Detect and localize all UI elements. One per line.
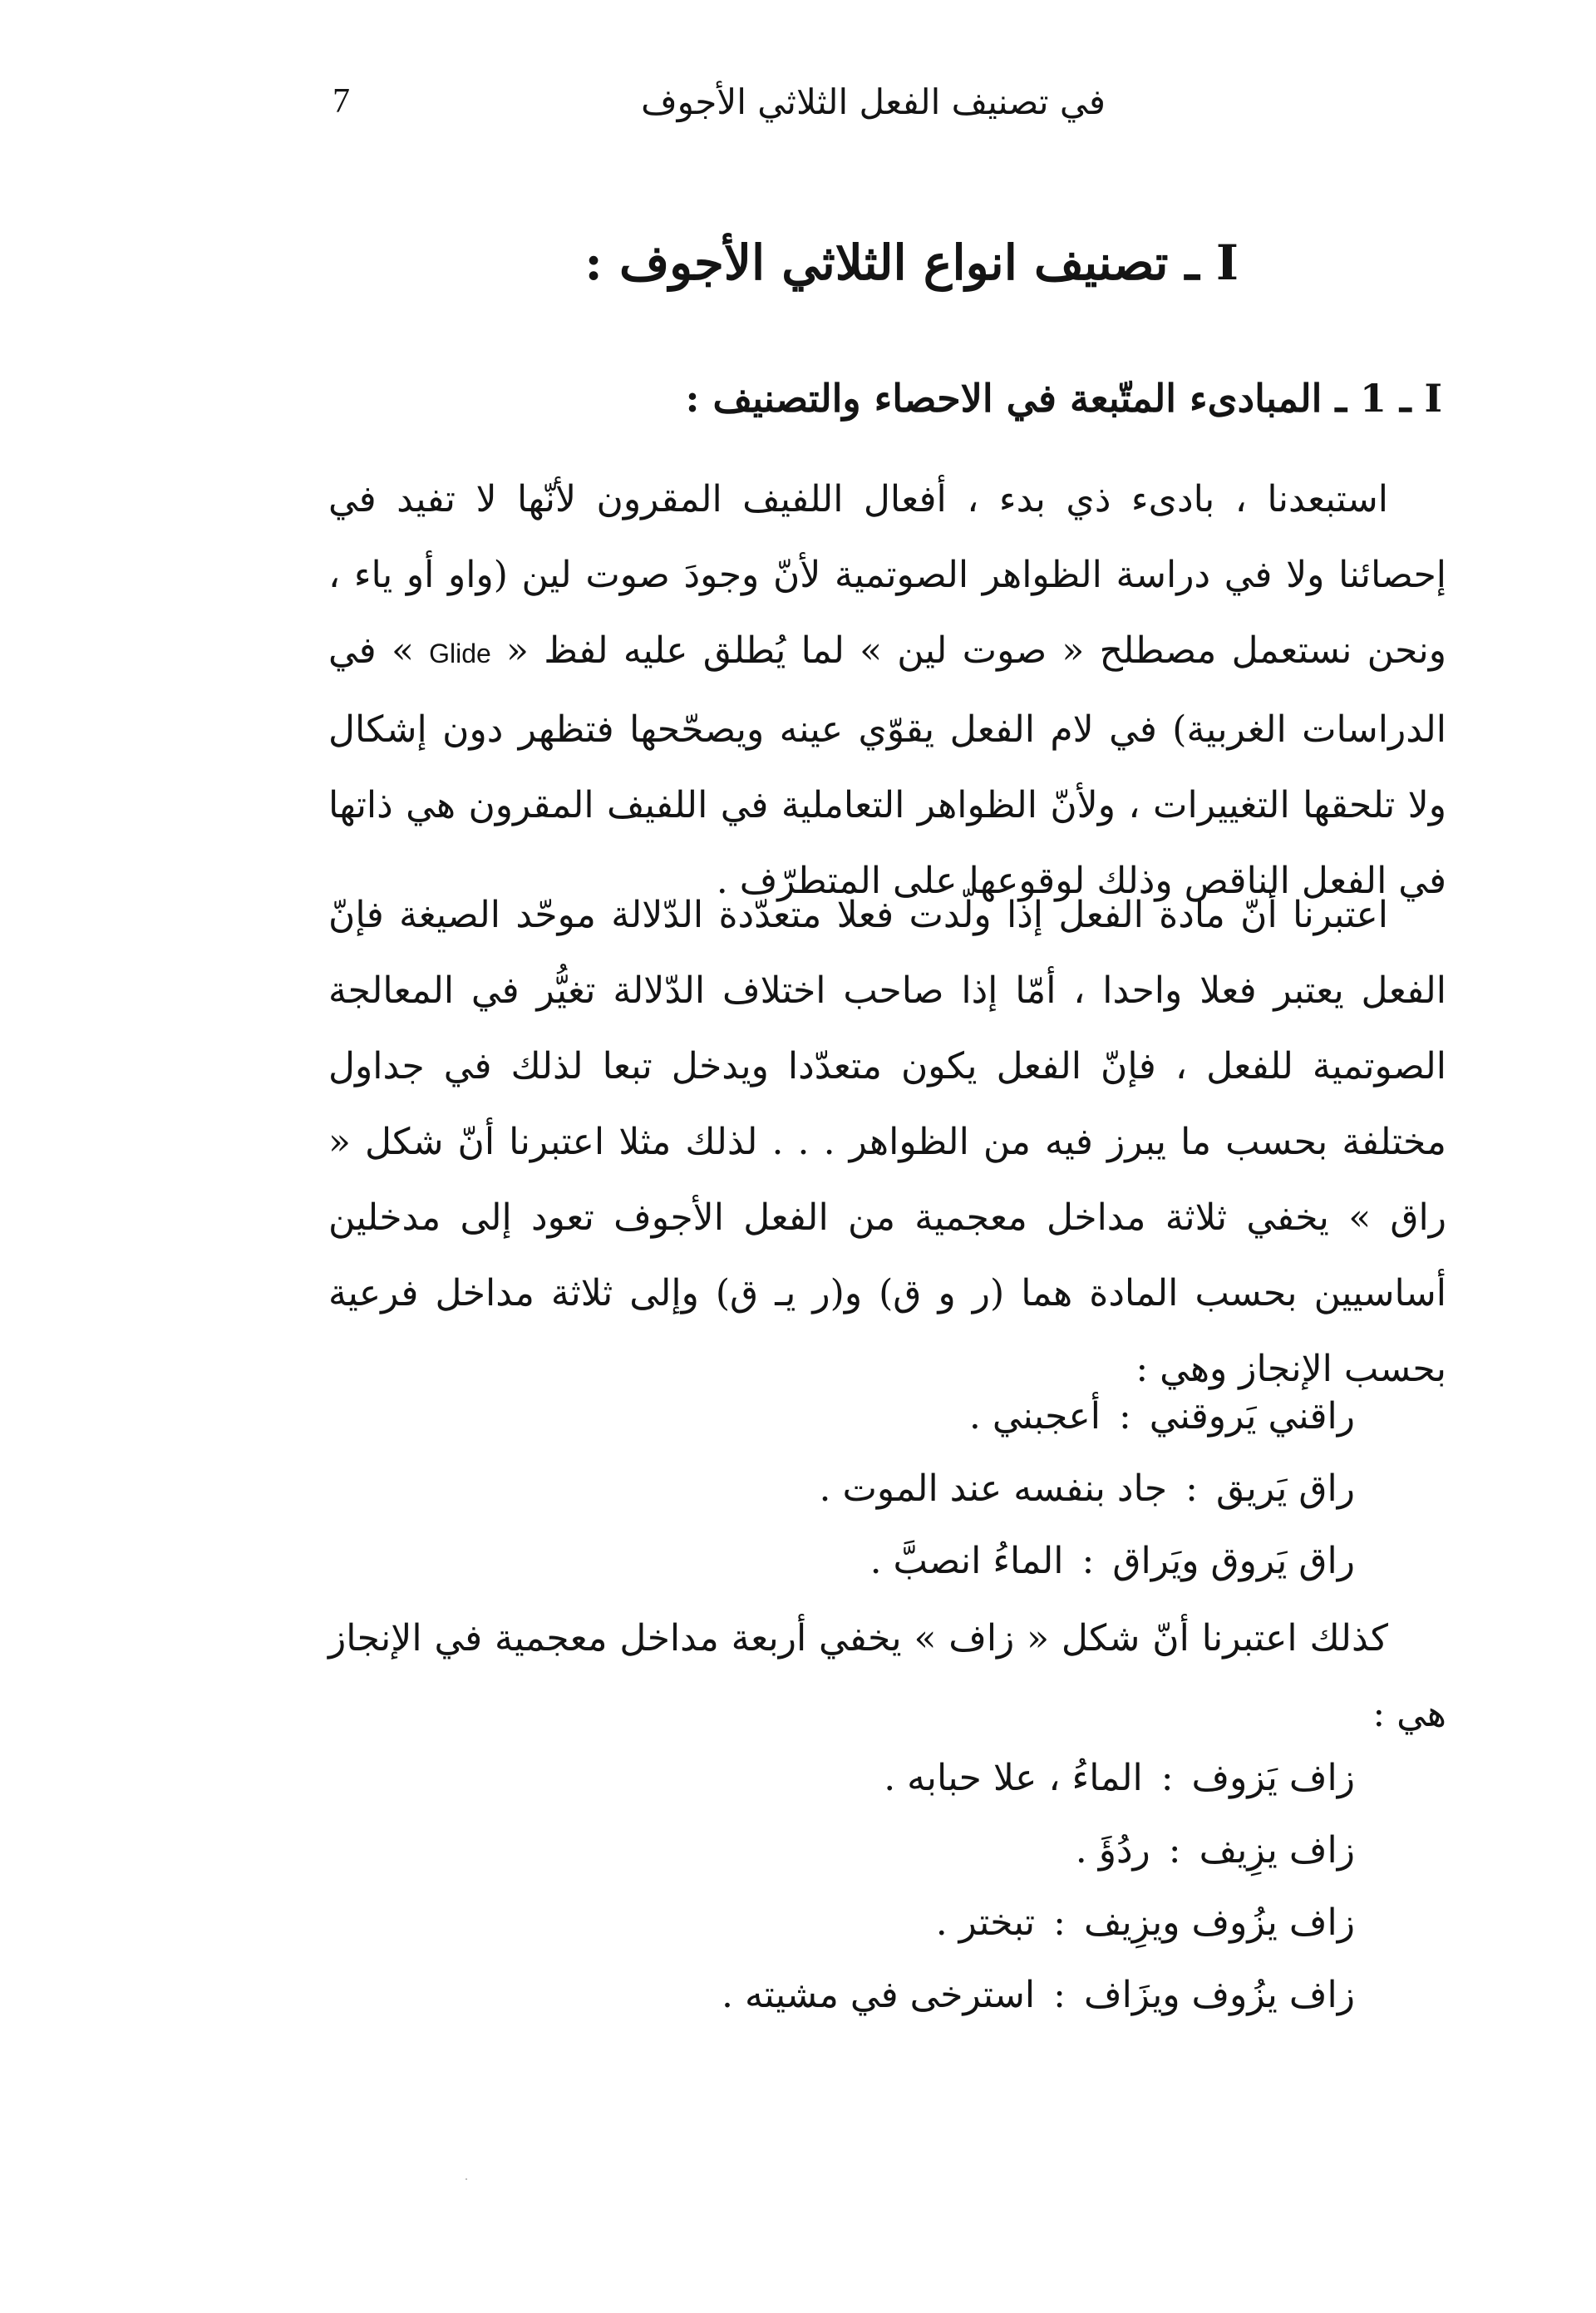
example-separator: : bbox=[1053, 1901, 1066, 1944]
list-item bbox=[524, 1452, 1355, 1525]
list-item bbox=[524, 1886, 1355, 1959]
example-term: راق يَريق bbox=[1215, 1467, 1355, 1510]
example-meaning: ردُؤَ . bbox=[1075, 1829, 1150, 1872]
example-term: زاف يزُوف ويزَاف bbox=[1083, 1974, 1355, 2016]
example-term: زاف يَزوف bbox=[1191, 1757, 1355, 1799]
example-meaning: الماءُ ، علا حبابه . bbox=[884, 1757, 1143, 1799]
list-item bbox=[524, 1959, 1355, 2031]
example-term: راق يَروق ويَراق bbox=[1112, 1540, 1355, 1582]
raq-example-list bbox=[524, 1380, 1355, 1597]
example-separator: : bbox=[1160, 1757, 1174, 1799]
list-item bbox=[524, 1742, 1355, 1814]
example-meaning: تبختر . bbox=[935, 1901, 1036, 1944]
paragraph-polysemy bbox=[328, 877, 1446, 1407]
scan-speck bbox=[466, 2178, 467, 2180]
example-meaning: جاد بنفسه عند الموت . bbox=[819, 1467, 1168, 1510]
example-separator: : bbox=[1185, 1467, 1198, 1510]
paragraph-exclusion bbox=[328, 461, 1446, 919]
section-title: I ـ تصنيف انواع الثلاثي الأجوف : bbox=[584, 234, 1239, 291]
paragraph-exclusion-part1: استبعدنا ، بادىء ذي بدء ، أفعال اللفيف المقرون لأنّها لا تفيد في إحصائنا ولا في دراسة الظواهر الصوتمية لأنّ وجودَ صوت لين (واو أو ياء ، ونحن نستعمل مصطلح « صوت لين » لما يُطلق عليه لفظ « bbox=[328, 478, 1446, 672]
example-separator: : bbox=[1081, 1540, 1095, 1582]
example-separator: : bbox=[1118, 1395, 1131, 1438]
example-term: راقني يَروقني bbox=[1149, 1395, 1355, 1438]
zaf-example-list bbox=[524, 1742, 1355, 2031]
list-item bbox=[524, 1525, 1355, 1597]
page-number: 7 bbox=[332, 82, 350, 121]
example-term: زاف يزُوف ويزِيف bbox=[1083, 1901, 1355, 1944]
paragraph-exclusion-part2: » في الدراسات الغربية) في لام الفعل يقوّي عينه ويصحّحها فتظهر دون إشكال ولا تلحقها التغييرات ، ولأنّ الظواهر التعاملية في اللفيف المقرون هي ذاتها في الفعل الناقص وذلك لوقوعها على المتطرّف . bbox=[328, 629, 1446, 902]
list-item bbox=[524, 1380, 1355, 1452]
example-meaning: أعجبني . bbox=[968, 1395, 1101, 1438]
paragraph-zaf-text: كذلك اعتبرنا أنّ شكل « زاف » يخفي أربعة مداخل معجمية في الإنجاز هي : bbox=[328, 1617, 1446, 1735]
paragraph-polysemy-text: اعتبرنا أنّ مادة الفعل إذا ولّدت فعلا متعدّدة الدّلالة موحّد الصيغة فإنّ الفعل يعتبر فعلا واحدا ، أمّا إذا صاحب اختلاف الدّلالة تغيُّر في المعالجة الصوتمية للفعل ، فإنّ الفعل يكون متعدّدا ويدخل تبعا لذلك في جداول مختلفة بحسب ما يبرز فيه من الظواهر . . . لذلك مثلا اعتبرنا أنّ شكل « راق » يخفي ثلاثة مداخل معجمية من الفعل الأجوف تعود إلى مدخلين أساسيين بحسب المادة هما (ر و ق) و(ر يـ ق) وإلى ثلاثة مداخل فرعية بحسب الإنجاز وهي : bbox=[328, 894, 1446, 1390]
paragraph-zaf bbox=[328, 1600, 1446, 1752]
example-term: زاف يزِيف bbox=[1199, 1829, 1355, 1872]
glide-term: Glide bbox=[429, 639, 491, 668]
example-separator: : bbox=[1053, 1974, 1066, 2016]
example-meaning: استرخى في مشيته . bbox=[721, 1974, 1036, 2016]
example-separator: : bbox=[1168, 1829, 1181, 1872]
list-item bbox=[524, 1814, 1355, 1886]
running-header: في تصنيف الفعل الثلاثي الأجوف bbox=[641, 81, 1106, 122]
example-meaning: الماءُ انصبَّ . bbox=[869, 1540, 1064, 1582]
subsection-title: I ـ 1 ـ المبادىء المتّبعة في الاحصاء والتصنيف : bbox=[685, 376, 1442, 421]
